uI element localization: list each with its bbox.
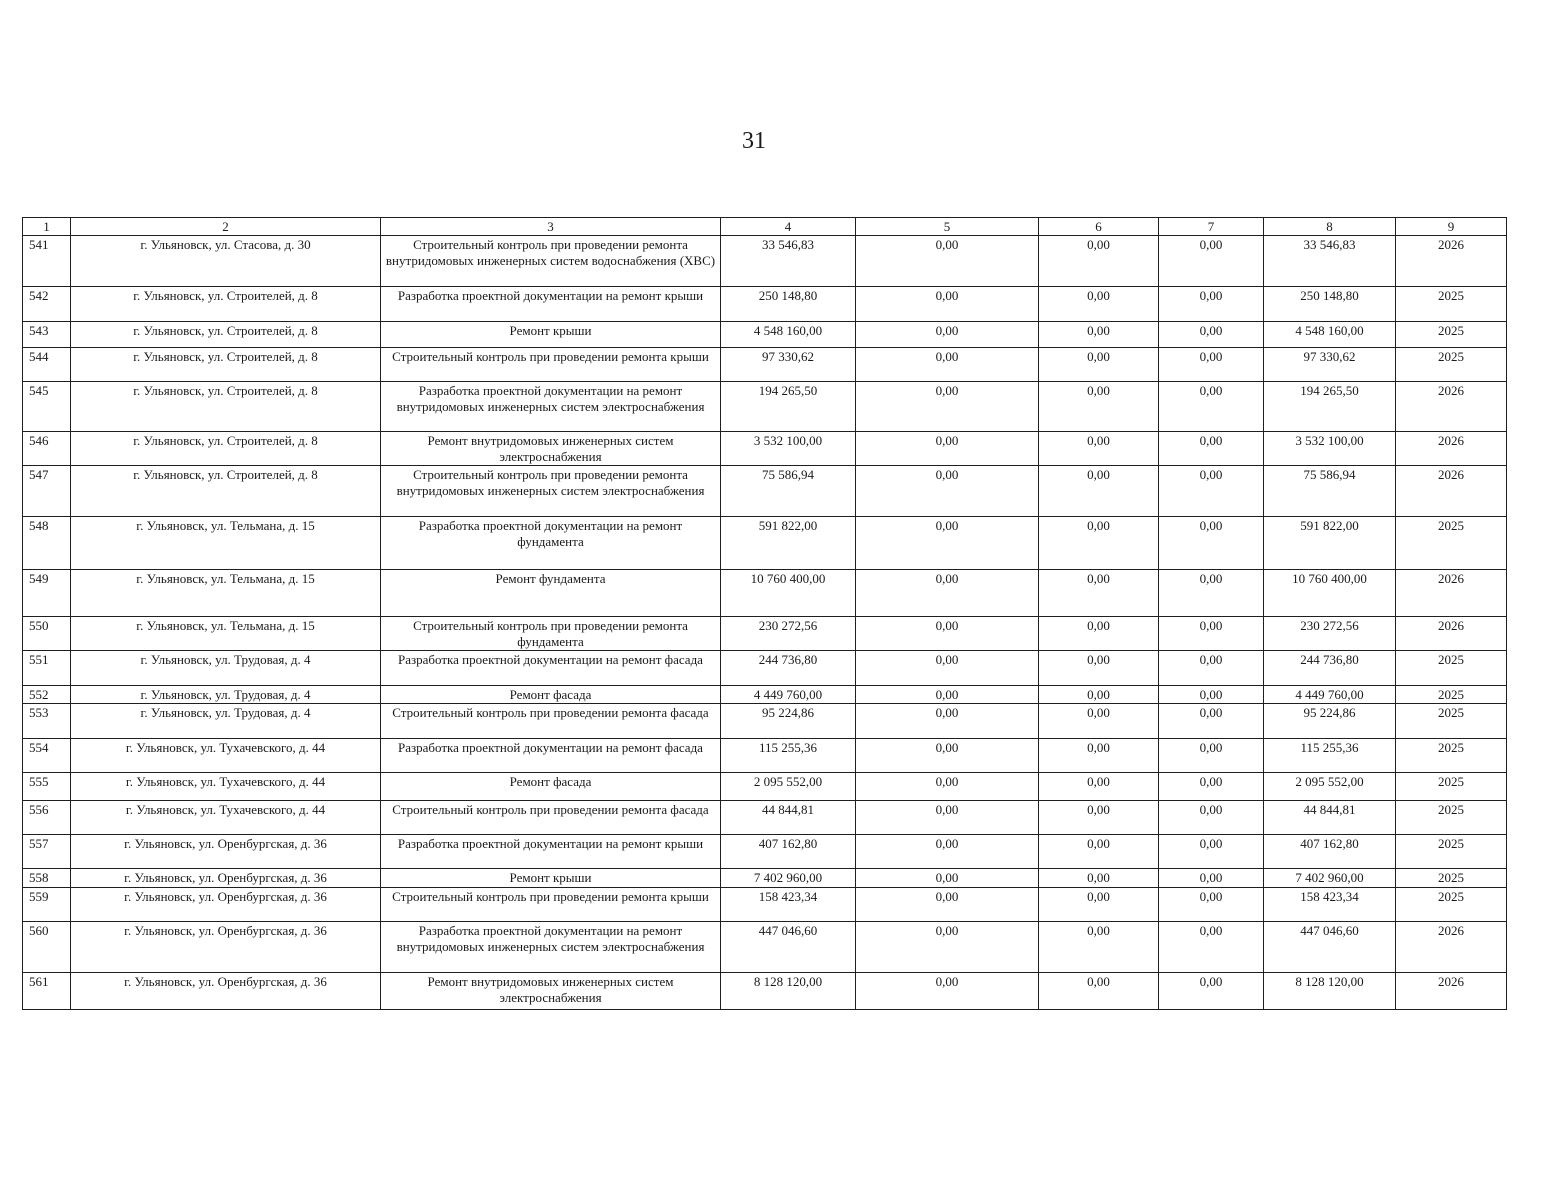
amount-col4-cell: 10 760 400,00 [721,570,856,617]
table-row [23,651,1507,686]
year-cell: 2025 [1396,835,1507,869]
amount-col6-cell: 0,00 [1039,617,1159,651]
year-cell: 2025 [1396,651,1507,686]
work-type-cell: Ремонт фасада [381,686,721,704]
work-type-cell: Разработка проектной документации на ремонт фасада [381,739,721,773]
amount-col5-cell: 0,00 [856,322,1039,348]
amount-col8-cell: 10 760 400,00 [1264,570,1396,617]
amount-col4-cell: 230 272,56 [721,617,856,651]
address-cell: г. Ульяновск, ул. Тельмана, д. 15 [71,617,381,651]
column-number: 8 [1264,218,1396,236]
table-row [23,739,1507,773]
year-cell: 2026 [1396,570,1507,617]
amount-col6-cell: 0,00 [1039,801,1159,835]
amount-col5-cell: 0,00 [856,617,1039,651]
amount-col7-cell: 0,00 [1159,570,1264,617]
work-type-cell: Строительный контроль при проведении ремонта крыши [381,348,721,382]
amount-col5-cell: 0,00 [856,801,1039,835]
amount-col7-cell: 0,00 [1159,236,1264,287]
amount-col4-cell: 4 449 760,00 [721,686,856,704]
amount-col6-cell: 0,00 [1039,466,1159,517]
year-cell: 2026 [1396,236,1507,287]
amount-col5-cell: 0,00 [856,236,1039,287]
amount-col7-cell: 0,00 [1159,287,1264,322]
row-number-cell: 558 [23,869,71,888]
repair-works-table [22,217,1507,1010]
amount-col7-cell: 0,00 [1159,801,1264,835]
year-cell: 2025 [1396,888,1507,922]
year-cell: 2025 [1396,348,1507,382]
year-cell: 2025 [1396,869,1507,888]
amount-col4-cell: 407 162,80 [721,835,856,869]
row-number-cell: 548 [23,517,71,570]
amount-col8-cell: 244 736,80 [1264,651,1396,686]
year-cell: 2025 [1396,517,1507,570]
amount-col5-cell: 0,00 [856,869,1039,888]
page-number: 31 [742,128,766,154]
row-number-cell: 551 [23,651,71,686]
amount-col7-cell: 0,00 [1159,704,1264,739]
year-cell: 2026 [1396,432,1507,466]
amount-col7-cell: 0,00 [1159,466,1264,517]
table-body [23,218,1507,1010]
row-number-cell: 549 [23,570,71,617]
amount-col5-cell: 0,00 [856,466,1039,517]
work-type-cell: Строительный контроль при проведении ремонта внутридомовых инженерных систем электроснабжения [381,466,721,517]
table-row [23,617,1507,651]
address-cell: г. Ульяновск, ул. Тухачевского, д. 44 [71,801,381,835]
address-cell: г. Ульяновск, ул. Строителей, д. 8 [71,322,381,348]
amount-col6-cell: 0,00 [1039,739,1159,773]
column-number-row [23,218,1507,236]
amount-col8-cell: 115 255,36 [1264,739,1396,773]
work-type-cell: Ремонт крыши [381,869,721,888]
year-cell: 2025 [1396,801,1507,835]
year-cell: 2026 [1396,922,1507,973]
year-cell: 2025 [1396,287,1507,322]
amount-col6-cell: 0,00 [1039,651,1159,686]
amount-col8-cell: 2 095 552,00 [1264,773,1396,801]
amount-col8-cell: 4 548 160,00 [1264,322,1396,348]
amount-col7-cell: 0,00 [1159,382,1264,432]
amount-col5-cell: 0,00 [856,432,1039,466]
amount-col7-cell: 0,00 [1159,922,1264,973]
column-number: 1 [23,218,71,236]
amount-col8-cell: 7 402 960,00 [1264,869,1396,888]
amount-col8-cell: 250 148,80 [1264,287,1396,322]
address-cell: г. Ульяновск, ул. Строителей, д. 8 [71,432,381,466]
amount-col5-cell: 0,00 [856,686,1039,704]
amount-col4-cell: 250 148,80 [721,287,856,322]
amount-col6-cell: 0,00 [1039,382,1159,432]
year-cell: 2025 [1396,739,1507,773]
work-type-cell: Строительный контроль при проведении ремонта фасада [381,704,721,739]
amount-col4-cell: 75 586,94 [721,466,856,517]
amount-col6-cell: 0,00 [1039,704,1159,739]
table-row [23,570,1507,617]
amount-col7-cell: 0,00 [1159,739,1264,773]
amount-col6-cell: 0,00 [1039,517,1159,570]
amount-col5-cell: 0,00 [856,517,1039,570]
year-cell: 2025 [1396,773,1507,801]
amount-col8-cell: 75 586,94 [1264,466,1396,517]
address-cell: г. Ульяновск, ул. Тельмана, д. 15 [71,517,381,570]
amount-col7-cell: 0,00 [1159,617,1264,651]
row-number-cell: 554 [23,739,71,773]
amount-col6-cell: 0,00 [1039,773,1159,801]
amount-col8-cell: 95 224,86 [1264,704,1396,739]
row-number-cell: 556 [23,801,71,835]
amount-col4-cell: 8 128 120,00 [721,973,856,1010]
column-number: 4 [721,218,856,236]
table-row [23,382,1507,432]
table-row [23,888,1507,922]
address-cell: г. Ульяновск, ул. Оренбургская, д. 36 [71,835,381,869]
table-row [23,922,1507,973]
row-number-cell: 545 [23,382,71,432]
row-number-cell: 557 [23,835,71,869]
row-number-cell: 547 [23,466,71,517]
column-number: 7 [1159,218,1264,236]
amount-col6-cell: 0,00 [1039,287,1159,322]
year-cell: 2026 [1396,466,1507,517]
address-cell: г. Ульяновск, ул. Трудовая, д. 4 [71,704,381,739]
address-cell: г. Ульяновск, ул. Строителей, д. 8 [71,466,381,517]
year-cell: 2026 [1396,973,1507,1010]
row-number-cell: 541 [23,236,71,287]
work-type-cell: Ремонт фундамента [381,570,721,617]
amount-col4-cell: 7 402 960,00 [721,869,856,888]
amount-col8-cell: 3 532 100,00 [1264,432,1396,466]
year-cell: 2026 [1396,382,1507,432]
table-row [23,686,1507,704]
amount-col5-cell: 0,00 [856,773,1039,801]
amount-col5-cell: 0,00 [856,704,1039,739]
address-cell: г. Ульяновск, ул. Строителей, д. 8 [71,348,381,382]
amount-col7-cell: 0,00 [1159,686,1264,704]
table-row [23,432,1507,466]
amount-col5-cell: 0,00 [856,570,1039,617]
row-number-cell: 550 [23,617,71,651]
amount-col8-cell: 44 844,81 [1264,801,1396,835]
work-type-cell: Ремонт фасада [381,773,721,801]
amount-col8-cell: 158 423,34 [1264,888,1396,922]
amount-col8-cell: 230 272,56 [1264,617,1396,651]
amount-col5-cell: 0,00 [856,651,1039,686]
amount-col6-cell: 0,00 [1039,973,1159,1010]
year-cell: 2026 [1396,617,1507,651]
table-row [23,869,1507,888]
amount-col6-cell: 0,00 [1039,236,1159,287]
work-type-cell: Строительный контроль при проведении ремонта внутридомовых инженерных систем водоснабжения (ХВС) [381,236,721,287]
column-number: 5 [856,218,1039,236]
row-number-cell: 561 [23,973,71,1010]
work-type-cell: Ремонт крыши [381,322,721,348]
amount-col7-cell: 0,00 [1159,322,1264,348]
amount-col8-cell: 407 162,80 [1264,835,1396,869]
table-row [23,287,1507,322]
year-cell: 2025 [1396,322,1507,348]
amount-col7-cell: 0,00 [1159,432,1264,466]
amount-col7-cell: 0,00 [1159,888,1264,922]
address-cell: г. Ульяновск, ул. Тельмана, д. 15 [71,570,381,617]
amount-col6-cell: 0,00 [1039,686,1159,704]
amount-col7-cell: 0,00 [1159,348,1264,382]
amount-col4-cell: 95 224,86 [721,704,856,739]
amount-col5-cell: 0,00 [856,973,1039,1010]
amount-col4-cell: 4 548 160,00 [721,322,856,348]
amount-col4-cell: 158 423,34 [721,888,856,922]
row-number-cell: 559 [23,888,71,922]
amount-col8-cell: 447 046,60 [1264,922,1396,973]
work-type-cell: Строительный контроль при проведении ремонта фасада [381,801,721,835]
address-cell: г. Ульяновск, ул. Трудовая, д. 4 [71,651,381,686]
amount-col4-cell: 2 095 552,00 [721,773,856,801]
amount-col4-cell: 44 844,81 [721,801,856,835]
amount-col4-cell: 591 822,00 [721,517,856,570]
amount-col6-cell: 0,00 [1039,348,1159,382]
column-number: 2 [71,218,381,236]
amount-col6-cell: 0,00 [1039,570,1159,617]
amount-col4-cell: 33 546,83 [721,236,856,287]
address-cell: г. Ульяновск, ул. Тухачевского, д. 44 [71,739,381,773]
amount-col8-cell: 97 330,62 [1264,348,1396,382]
year-cell: 2025 [1396,686,1507,704]
amount-col6-cell: 0,00 [1039,835,1159,869]
address-cell: г. Ульяновск, ул. Трудовая, д. 4 [71,686,381,704]
work-type-cell: Разработка проектной документации на ремонт фасада [381,651,721,686]
amount-col6-cell: 0,00 [1039,922,1159,973]
row-number-cell: 543 [23,322,71,348]
row-number-cell: 553 [23,704,71,739]
amount-col4-cell: 115 255,36 [721,739,856,773]
table-row [23,466,1507,517]
amount-col5-cell: 0,00 [856,348,1039,382]
work-type-cell: Разработка проектной документации на ремонт крыши [381,835,721,869]
table-row [23,322,1507,348]
amount-col5-cell: 0,00 [856,888,1039,922]
column-number: 9 [1396,218,1507,236]
amount-col5-cell: 0,00 [856,922,1039,973]
year-cell: 2025 [1396,704,1507,739]
amount-col5-cell: 0,00 [856,739,1039,773]
amount-col5-cell: 0,00 [856,287,1039,322]
amount-col6-cell: 0,00 [1039,888,1159,922]
work-type-cell: Разработка проектной документации на ремонт внутридомовых инженерных систем электроснабжения [381,382,721,432]
table-row [23,973,1507,1010]
table-row [23,835,1507,869]
table-row [23,801,1507,835]
address-cell: г. Ульяновск, ул. Стасова, д. 30 [71,236,381,287]
row-number-cell: 555 [23,773,71,801]
amount-col8-cell: 4 449 760,00 [1264,686,1396,704]
amount-col7-cell: 0,00 [1159,835,1264,869]
row-number-cell: 544 [23,348,71,382]
amount-col7-cell: 0,00 [1159,773,1264,801]
amount-col7-cell: 0,00 [1159,651,1264,686]
address-cell: г. Ульяновск, ул. Оренбургская, д. 36 [71,869,381,888]
amount-col8-cell: 591 822,00 [1264,517,1396,570]
address-cell: г. Ульяновск, ул. Оренбургская, д. 36 [71,922,381,973]
column-number: 6 [1039,218,1159,236]
amount-col4-cell: 3 532 100,00 [721,432,856,466]
amount-col7-cell: 0,00 [1159,973,1264,1010]
amount-col4-cell: 244 736,80 [721,651,856,686]
work-type-cell: Разработка проектной документации на ремонт внутридомовых инженерных систем электроснабжения [381,922,721,973]
table-row [23,236,1507,287]
table-row [23,704,1507,739]
work-type-cell: Строительный контроль при проведении ремонта крыши [381,888,721,922]
row-number-cell: 552 [23,686,71,704]
amount-col4-cell: 447 046,60 [721,922,856,973]
work-type-cell: Разработка проектной документации на ремонт крыши [381,287,721,322]
amount-col5-cell: 0,00 [856,382,1039,432]
work-type-cell: Разработка проектной документации на ремонт фундамента [381,517,721,570]
amount-col4-cell: 194 265,50 [721,382,856,432]
amount-col4-cell: 97 330,62 [721,348,856,382]
amount-col6-cell: 0,00 [1039,432,1159,466]
work-type-cell: Ремонт внутридомовых инженерных систем электроснабжения [381,432,721,466]
row-number-cell: 546 [23,432,71,466]
work-type-cell: Строительный контроль при проведении ремонта фундамента [381,617,721,651]
amount-col8-cell: 194 265,50 [1264,382,1396,432]
amount-col7-cell: 0,00 [1159,517,1264,570]
row-number-cell: 542 [23,287,71,322]
table-row [23,773,1507,801]
amount-col7-cell: 0,00 [1159,869,1264,888]
address-cell: г. Ульяновск, ул. Строителей, д. 8 [71,382,381,432]
table-row [23,348,1507,382]
work-type-cell: Ремонт внутридомовых инженерных систем электроснабжения [381,973,721,1010]
address-cell: г. Ульяновск, ул. Строителей, д. 8 [71,287,381,322]
address-cell: г. Ульяновск, ул. Оренбургская, д. 36 [71,973,381,1010]
address-cell: г. Ульяновск, ул. Оренбургская, д. 36 [71,888,381,922]
amount-col8-cell: 33 546,83 [1264,236,1396,287]
amount-col5-cell: 0,00 [856,835,1039,869]
amount-col6-cell: 0,00 [1039,869,1159,888]
table-row [23,517,1507,570]
amount-col6-cell: 0,00 [1039,322,1159,348]
address-cell: г. Ульяновск, ул. Тухачевского, д. 44 [71,773,381,801]
amount-col8-cell: 8 128 120,00 [1264,973,1396,1010]
row-number-cell: 560 [23,922,71,973]
column-number: 3 [381,218,721,236]
